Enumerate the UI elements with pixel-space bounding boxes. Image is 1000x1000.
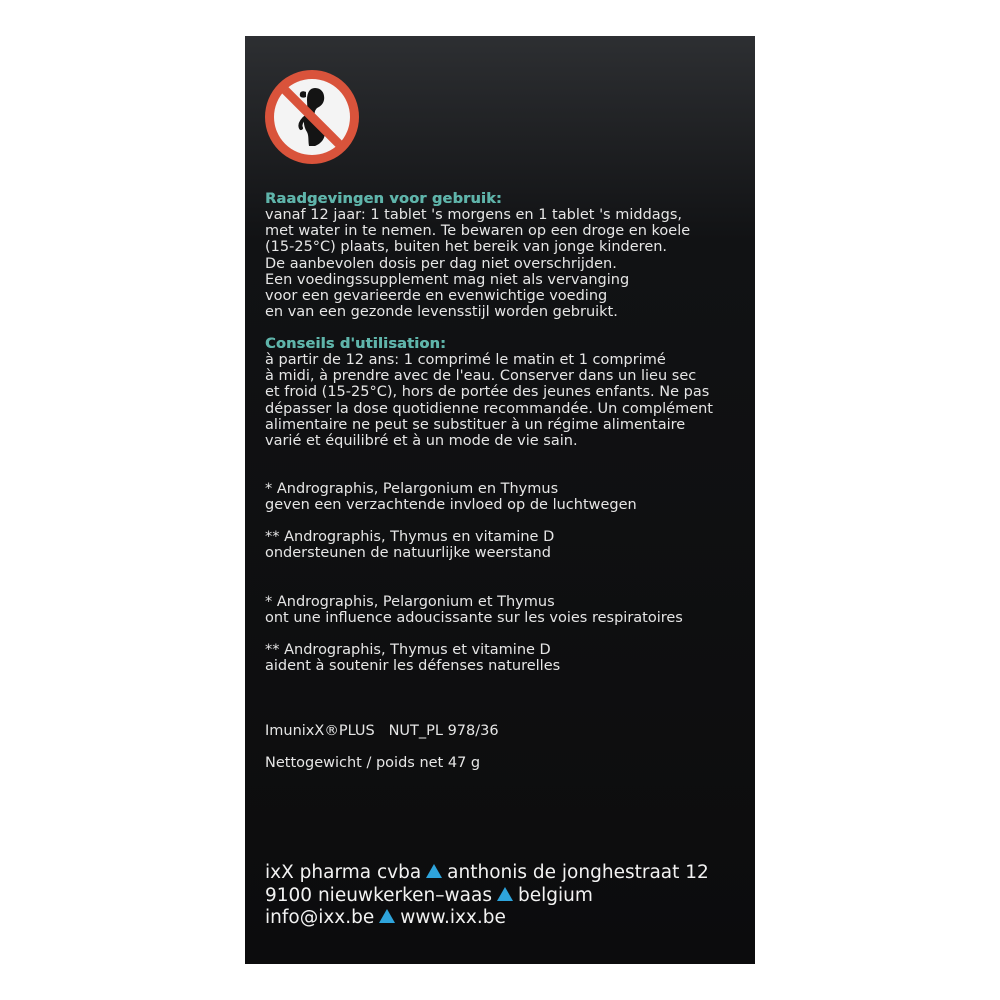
french-usage-heading: Conseils d'utilisation: bbox=[265, 336, 446, 352]
triangle-separator-icon bbox=[379, 909, 395, 923]
french-claim-2: ** Andrographis, Thymus et vitamine D aident à soutenir les défenses naturelles bbox=[265, 642, 561, 675]
email: info@ixx.be bbox=[265, 907, 375, 928]
french-usage-text: à partir de 12 ans: 1 comprimé le matin et 1 comprimé à midi, à prendre avec de l'eau. Conserver dans un lieu sec et froid (15-25°C), hors de portée des jeunes enfants. Ne pas dépasser la dose quotidienne recommandée. Un complément alimentaire ne peut se substituer à un régime alimentaire varié et équilibré et à un mode de vie sain. bbox=[265, 352, 713, 450]
triangle-separator-icon bbox=[497, 887, 513, 901]
address-line-1 bbox=[265, 862, 745, 885]
triangle-separator-icon bbox=[426, 864, 442, 878]
product-registration bbox=[265, 707, 745, 739]
city: 9100 nieuwkerken–waas bbox=[265, 884, 492, 906]
dutch-usage-heading: Raadgevingen voor gebruik: bbox=[265, 191, 502, 207]
no-pregnant-women-icon bbox=[265, 70, 359, 164]
french-usage-section bbox=[265, 336, 745, 449]
french-claim-1: * Andrographis, Pelargonium et Thymus ont une influence adoucissante sur les voies respiratoires bbox=[265, 594, 683, 627]
dutch-claim-1: * Andrographis, Pelargonium en Thymus geven een verzachtende invloed op de luchtwegen bbox=[265, 481, 637, 514]
dutch-usage-text: vanaf 12 jaar: 1 tablet 's morgens en 1 tablet 's middags, met water in te nemen. Te bewaren op een droge en koele (15-25°C) plaats, buiten het bereik van jonge kinderen. De aanbevolen dosis per dag niet overschrijden. Een voedingssupplement mag niet als vervanging voor een gevarieerde en evenwichtige voeding en van een gezonde levensstijl worden gebruikt. bbox=[265, 207, 691, 321]
dutch-claim-2: ** Andrographis, Thymus en vitamine D ondersteunen de natuurlijke weerstand bbox=[265, 529, 555, 562]
product-code: NUT_PL 978/36 bbox=[388, 723, 499, 740]
address-line-3 bbox=[265, 907, 745, 930]
country: belgium bbox=[517, 884, 593, 906]
net-weight: Nettogewicht / poids net 47 g bbox=[265, 755, 481, 771]
street: anthonis de jonghestraat 12 bbox=[447, 862, 709, 883]
package-back-panel bbox=[245, 36, 755, 964]
website: www.ixx.be bbox=[400, 907, 506, 928]
company-name: ixX pharma cvba bbox=[265, 862, 422, 883]
product-name: ImunixX®PLUS bbox=[265, 723, 375, 740]
dutch-usage-section bbox=[265, 191, 745, 320]
address-line-2 bbox=[265, 885, 745, 908]
company-address bbox=[265, 862, 745, 930]
